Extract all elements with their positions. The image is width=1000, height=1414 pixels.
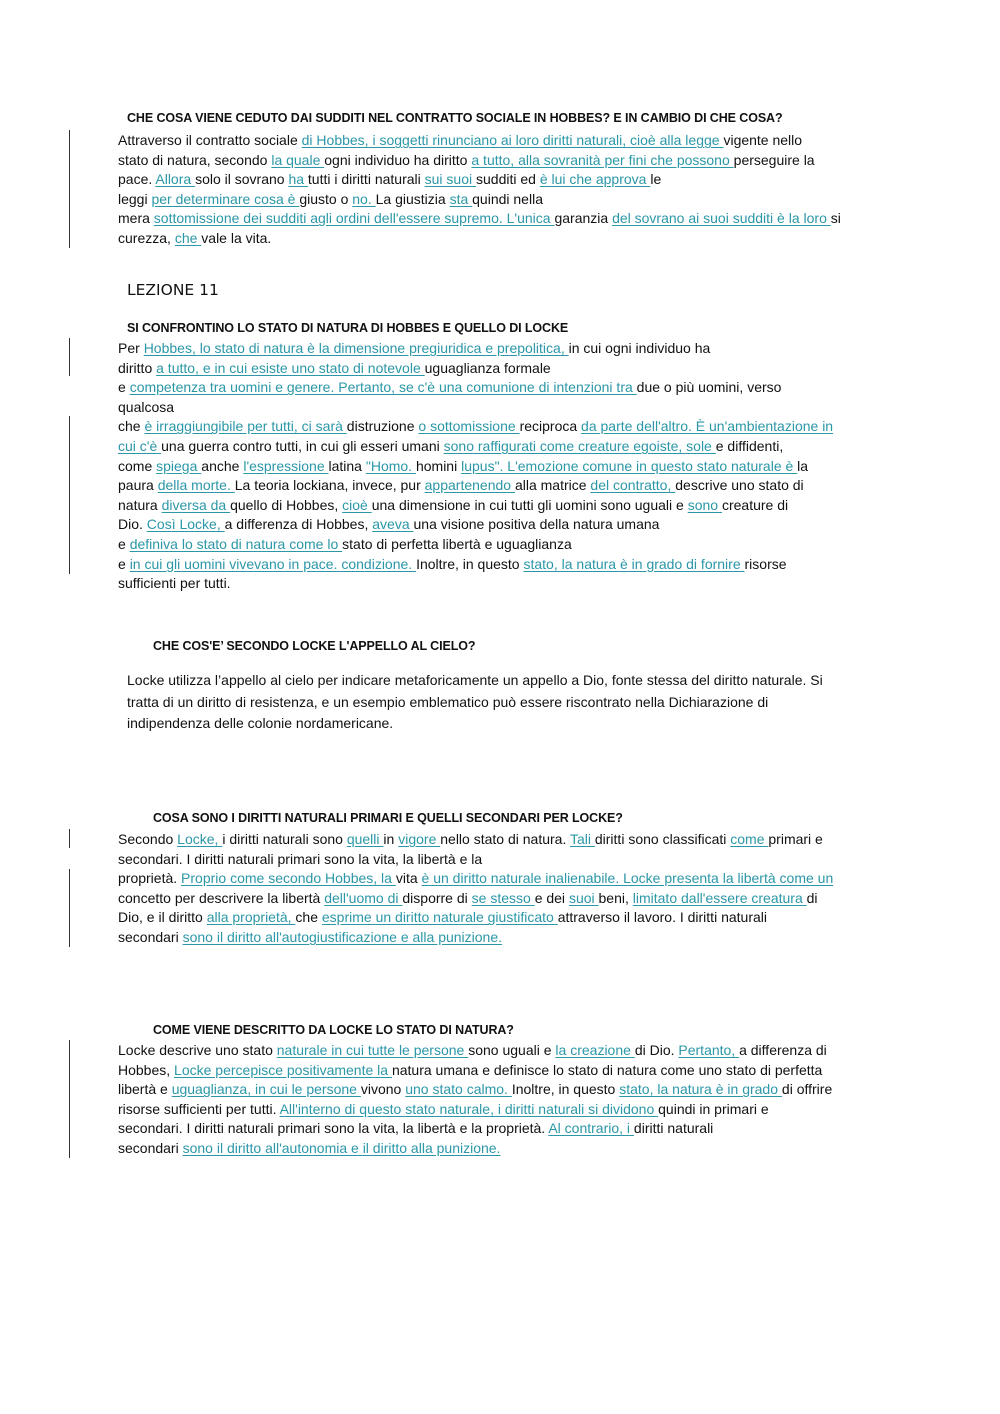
text-line	[118, 1100, 769, 1120]
body-text: primari e	[768, 831, 823, 847]
body-text: e dei	[534, 889, 569, 906]
text-line	[118, 928, 502, 948]
text-line	[118, 151, 815, 171]
tracked-change-text: Così Locke,	[146, 516, 225, 533]
change-bar	[69, 829, 70, 848]
tracked-change-text: definiva lo stato di natura come lo	[129, 536, 343, 552]
body-text: diritti naturali	[633, 1120, 714, 1137]
text-line	[118, 574, 231, 594]
tracked-change-text: sottomissione dei sudditi agli ordini dell'essere supremo. L'unica	[153, 210, 555, 227]
body-text: perseguire la	[733, 151, 815, 168]
body-text: stato di perfetta libertà e uguaglianza	[342, 536, 572, 552]
tracked-change-text: è irraggiungibile per tutti, ci sarà	[144, 418, 347, 435]
body-text: Inoltre, in questo	[416, 555, 524, 572]
body-text: sufficienti per tutti.	[118, 575, 231, 592]
body-text: secondari	[118, 929, 183, 945]
tracked-change-text: sono raffigurati come creature egoiste, sole	[443, 438, 716, 454]
body-text: uguaglianza formale	[424, 359, 551, 376]
body-text: risorse sufficienti per tutti.	[118, 1100, 280, 1117]
body-text: reciproca	[519, 418, 582, 435]
body-text: di	[806, 889, 818, 906]
body-text: Per	[118, 340, 144, 356]
tracked-change-text: a tutto, e in cui esiste uno stato di notevole	[156, 359, 425, 376]
tracked-change-text: Al contrario, i	[548, 1120, 634, 1137]
body-text: disporre di	[402, 889, 472, 906]
tracked-change-text: quelli	[346, 831, 384, 847]
body-text: leggi	[118, 190, 152, 207]
tracked-change-text: appartenendo	[424, 477, 515, 494]
text-line	[118, 359, 551, 379]
tracked-change-text: del sovrano ai suoi sudditi è la loro	[612, 210, 831, 227]
body-text: mera	[118, 210, 154, 227]
tracked-change-text: All'interno di questo stato naturale, i diritti naturali si dividono	[279, 1100, 659, 1117]
body-text: proprietà.	[118, 870, 182, 887]
body-text: secondari. I diritti naturali primari sono la vita, la libertà e la proprietà.	[118, 1120, 549, 1137]
tracked-change-text: da parte dell'altro. È un'ambientazione in	[581, 418, 834, 435]
tracked-change-text: spiega	[156, 457, 202, 474]
body-text: libertà e	[118, 1081, 172, 1098]
body-text: e	[118, 555, 130, 572]
body-text: vivono	[360, 1081, 406, 1098]
body-text: di offrire	[781, 1081, 833, 1098]
body-text: curezza,	[118, 230, 175, 246]
tracked-change-text: "Homo.	[365, 457, 416, 474]
text-line	[118, 496, 788, 516]
text-line	[118, 515, 659, 535]
lesson-title: LEZIONE 11	[127, 281, 219, 299]
body-text: Locke descrive uno stato	[118, 1042, 277, 1058]
text-line	[118, 229, 271, 249]
section5-heading: COME VIENE DESCRITTO DA LOCKE LO STATO DI NATURA?	[153, 1023, 514, 1037]
text-line	[118, 417, 833, 437]
tracked-change-text: la creazione	[555, 1042, 635, 1058]
tracked-change-text: per determinare cosa è	[151, 190, 300, 207]
body-text: descrive uno stato di	[675, 477, 804, 494]
section3-heading: CHE COS'E’ SECONDO LOCKE L'APPELLO AL CIELO?	[153, 639, 476, 653]
body-text: quello di Hobbes,	[230, 496, 343, 513]
tracked-change-text: Locke percepisce positivamente la	[174, 1061, 392, 1078]
body-text: e diffidenti,	[715, 438, 784, 454]
change-bar	[69, 130, 70, 248]
tracked-change-text: cioè	[342, 496, 372, 513]
body-text: creature di	[721, 496, 789, 513]
body-text: una guerra contro tutti, in cui gli esseri umani	[161, 438, 444, 454]
tracked-change-text: suoi	[568, 889, 599, 906]
body-text: di Dio.	[634, 1042, 679, 1058]
text-line	[118, 476, 804, 496]
text-line	[118, 437, 783, 457]
tracked-change-text: sono il diritto all'autonomia e il diritto alla punizione.	[182, 1140, 501, 1156]
tracked-change-text: uno stato calmo.	[405, 1081, 512, 1098]
tracked-change-text: dell'uomo di	[324, 889, 403, 906]
text-line	[118, 209, 841, 229]
body-text: sudditi ed	[476, 171, 540, 188]
tracked-change-text: come	[730, 831, 769, 847]
text-line	[118, 1061, 822, 1081]
tracked-change-text: a tutto, alla sovranità per fini che possono	[471, 151, 734, 168]
tracked-change-text: in cui gli uomini vivevano in pace. condizione.	[129, 555, 417, 572]
body-text: i diritti naturali sono	[222, 831, 347, 847]
body-text: solo il sovrano	[195, 171, 289, 188]
body-text: tutti i diritti naturali	[307, 171, 425, 188]
change-bar	[69, 338, 70, 376]
body-text: attraverso il lavoro. I diritti naturali	[557, 909, 767, 926]
tracked-change-text: se stesso	[471, 889, 535, 906]
body-text: la	[797, 457, 809, 474]
tracked-change-text: la quale	[271, 151, 325, 168]
body-text: Attraverso il contratto sociale	[118, 132, 302, 148]
body-text: vigente nello	[723, 132, 803, 148]
text-line	[118, 1080, 832, 1100]
tracked-change-text: vigore	[398, 831, 441, 847]
body-text: e	[118, 379, 130, 396]
text-line	[118, 1041, 827, 1061]
text-line	[118, 131, 802, 151]
body-text: beni,	[598, 889, 633, 906]
body-text: Locke utilizza l’appello al cielo per indicare metaforicamente un appello a Dio, fonte stessa del diritto naturale. Si	[127, 672, 823, 688]
body-text: quindi nella	[472, 190, 543, 207]
body-text: ogni individuo ha diritto	[324, 151, 472, 168]
tracked-change-text: naturale in cui tutte le persone	[276, 1042, 469, 1058]
body-text: vale la vita.	[201, 230, 272, 246]
tracked-change-text: della morte.	[157, 477, 235, 494]
body-text: La teoria lockiana, invece, pur	[234, 477, 425, 494]
body-text: e	[118, 536, 130, 552]
change-bar	[69, 1040, 70, 1158]
body-text: garanzia	[554, 210, 613, 227]
text-line	[118, 850, 482, 870]
tracked-change-text: è lui che approva	[539, 171, 651, 188]
body-text: a differenza di	[739, 1042, 827, 1058]
body-text: vita	[395, 870, 422, 887]
body-text: in	[383, 831, 399, 847]
tracked-change-text: limitato dall'essere creatura	[632, 889, 807, 906]
tracked-change-text: è un diritto naturale inalienabile. Locke presenta la libertà come un	[421, 870, 834, 887]
body-text: diritto	[118, 359, 157, 376]
tracked-change-text: diversa da	[161, 496, 231, 513]
change-bar	[69, 416, 70, 574]
body-text: che	[118, 418, 145, 435]
tracked-change-text: no.	[352, 190, 376, 207]
body-text: Inoltre, in questo	[511, 1081, 620, 1098]
body-text: distruzione	[346, 418, 419, 435]
body-text: Dio, e il diritto	[118, 909, 207, 926]
tracked-change-text: stato, la natura è in grado	[619, 1081, 782, 1098]
tracked-change-text: o sottomissione	[418, 418, 520, 435]
text-line	[127, 671, 823, 691]
text-line	[127, 714, 393, 734]
tracked-change-text: lupus". L'emozione comune in questo stato naturale è	[461, 457, 798, 474]
tracked-change-text: sui suoi	[424, 171, 476, 188]
tracked-change-text: che	[174, 230, 202, 246]
body-text: risorse	[744, 555, 787, 572]
body-text: una visione positiva della natura umana	[413, 516, 660, 533]
body-text: quindi in primari e	[658, 1100, 769, 1117]
text-line	[118, 1139, 500, 1159]
body-text: le	[650, 171, 662, 188]
body-text: Secondo	[118, 831, 178, 847]
body-text: alla matrice	[514, 477, 591, 494]
text-line	[118, 889, 818, 909]
body-text: indipendenza delle colonie nordamericane.	[127, 715, 394, 731]
change-bar	[69, 869, 70, 947]
body-text: stato di natura, secondo	[118, 151, 272, 168]
body-text: giusto o	[299, 190, 353, 207]
body-text: in cui ogni individuo ha	[568, 340, 711, 356]
body-text: secondari. I diritti naturali primari sono la vita, la libertà e la	[118, 850, 483, 867]
tracked-change-text: Allora	[155, 171, 196, 188]
tracked-change-text: alla proprietà,	[206, 909, 296, 926]
tracked-change-text: Locke,	[177, 831, 223, 847]
tracked-change-text: uguaglianza, in cui le persone	[171, 1081, 361, 1098]
body-text: homini	[415, 457, 462, 474]
body-text: a differenza di Hobbes,	[224, 516, 373, 533]
body-text: natura umana e definisce lo stato di natura come uno stato di perfetta	[391, 1061, 823, 1078]
tracked-change-text: Pertanto,	[678, 1042, 740, 1058]
text-line	[118, 190, 543, 210]
body-text: pace.	[118, 171, 156, 188]
body-text: Hobbes,	[118, 1061, 175, 1078]
text-line	[118, 378, 781, 398]
body-text: Dio.	[118, 516, 147, 533]
tracked-change-text: competenza tra uomini e genere. Pertanto, se c'è una comunione di intenzioni tra	[129, 379, 637, 396]
body-text: sono uguali e	[468, 1042, 556, 1058]
body-text: due o più uomini, verso	[636, 379, 782, 396]
body-text: anche	[201, 457, 244, 474]
text-line	[118, 555, 787, 575]
tracked-change-text: sta	[449, 190, 473, 207]
body-text: come	[118, 457, 157, 474]
text-line	[118, 398, 174, 418]
body-text: latina	[328, 457, 366, 474]
tracked-change-text: Proprio come secondo Hobbes, la	[181, 870, 396, 887]
tracked-change-text: cui c'è	[118, 438, 162, 454]
tracked-change-text: Hobbes, lo stato di natura è la dimensione pregiuridica e prepolitica,	[143, 340, 569, 356]
body-text: una dimensione in cui tutti gli uomini sono uguali e	[371, 496, 688, 513]
section1-heading: CHE COSA VIENE CEDUTO DAI SUDDITI NEL CONTRATTO SOCIALE IN HOBBES? E IN CAMBIO DI CHE COSA?	[127, 111, 783, 125]
body-text: qualcosa	[118, 398, 175, 415]
tracked-change-text: stato, la natura è in grado di fornire	[523, 555, 745, 572]
section4-heading: COSA SONO I DIRITTI NATURALI PRIMARI E QUELLI SECONDARI PER LOCKE?	[153, 811, 623, 825]
body-text: tratta di un diritto di resistenza, e un esempio emblematico può essere riscontrato nella Dichiarazione di	[127, 693, 769, 710]
text-line	[127, 693, 768, 713]
tracked-change-text: sono il diritto all'autogiustificazione e alla punizione.	[182, 929, 503, 945]
text-line	[118, 339, 710, 359]
tracked-change-text: ha	[288, 171, 308, 188]
tracked-change-text: esprime un diritto naturale giustificato	[321, 909, 558, 926]
body-text: secondari	[118, 1140, 183, 1156]
tracked-change-text: del contratto,	[590, 477, 676, 494]
text-line	[118, 1119, 713, 1139]
body-text: La giustizia	[375, 190, 450, 207]
tracked-change-text: aveva	[372, 516, 414, 533]
text-line	[118, 908, 767, 928]
body-text: che	[295, 909, 322, 926]
text-line	[118, 457, 808, 477]
tracked-change-text: l'espressione	[243, 457, 329, 474]
body-text: nello stato di natura.	[440, 831, 570, 847]
text-line	[118, 535, 572, 555]
body-text: diritti sono classificati	[594, 831, 731, 847]
tracked-change-text: Tali	[569, 831, 595, 847]
body-text: si	[830, 210, 841, 227]
body-text: paura	[118, 477, 158, 494]
body-text: natura	[118, 496, 162, 513]
section2-heading: SI CONFRONTINO LO STATO DI NATURA DI HOBBES E QUELLO DI LOCKE	[127, 321, 569, 335]
text-line	[118, 830, 823, 850]
tracked-change-text: sono	[687, 496, 722, 513]
tracked-change-text: di Hobbes, i soggetti rinunciano ai loro diritti naturali, cioè alla legge	[301, 132, 724, 148]
body-text: concetto per descrivere la libertà	[118, 889, 325, 906]
text-line	[118, 170, 661, 190]
text-line	[118, 869, 833, 889]
